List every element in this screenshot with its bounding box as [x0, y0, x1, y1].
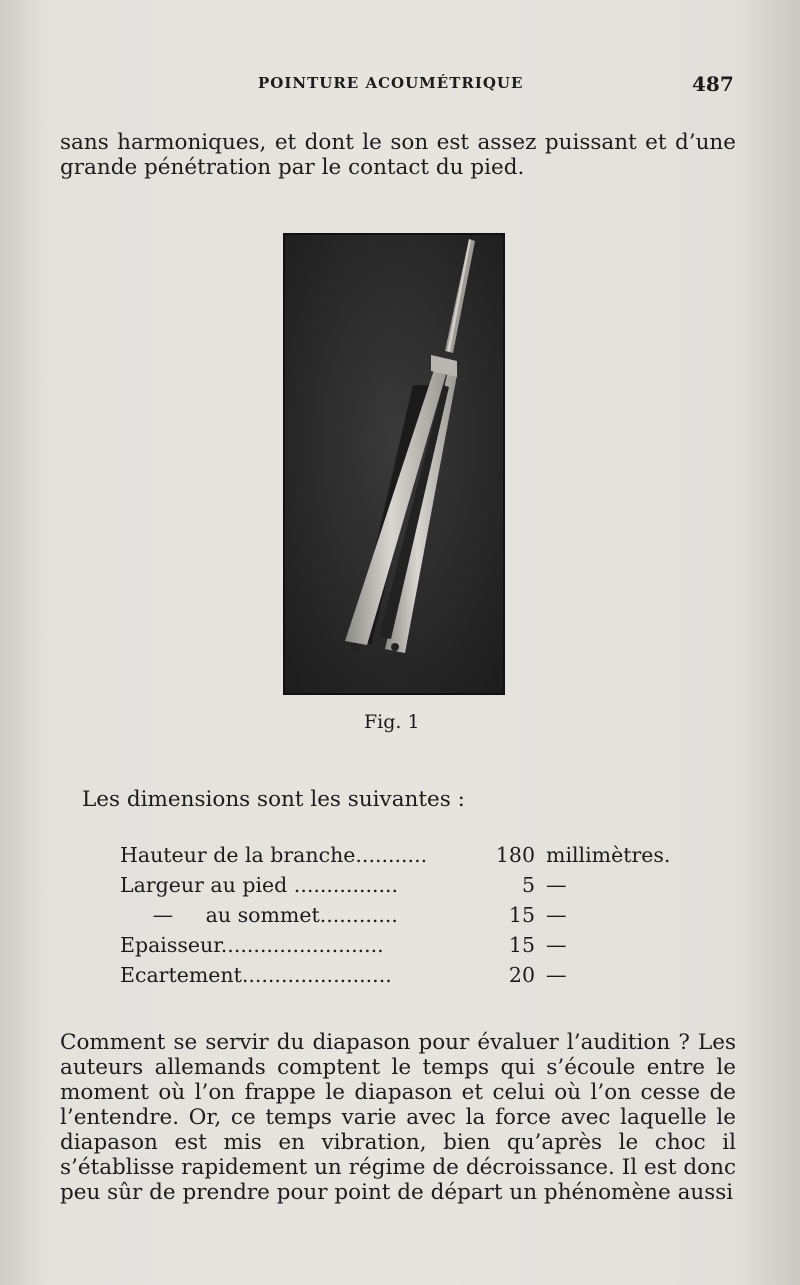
dimension-value: 20 [508, 963, 535, 987]
dimension-value: 5 [521, 873, 535, 897]
dimensions-table [120, 840, 680, 990]
paragraph-top: sans harmoniques, et dont le son est assez puissant et d’une grande pénétration par le contact du pied. [60, 130, 736, 180]
dimension-row [120, 870, 680, 900]
tuning-fork-figure [283, 233, 505, 695]
paragraph-bottom: Comment se servir du diapason pour évaluer l’audition ? Les auteurs allemands comptent le temps qui s’écoule entre le moment où l’on frappe le diapason et celui où l’on cesse de l’entendre. Or, ce temps varie avec la force avec laquelle le diapason est mis en vibration, bien qu’après le choc il s’établisse rapidement un régime de décroissance. Il est donc peu sûr de prendre pour point de départ un phénomène aussi [60, 1030, 736, 1205]
dimension-label: — au sommet............ [120, 903, 398, 927]
dimension-label: Largeur au pied ................ [120, 873, 399, 897]
page-number: 487 [692, 72, 734, 96]
dimension-label: Epaisseur......................... [120, 933, 384, 957]
dimension-unit: — [546, 903, 567, 927]
figure-caption: Fig. 1 [364, 711, 420, 733]
dimension-value: 15 [508, 903, 535, 927]
dimension-row [120, 960, 680, 990]
dimension-unit: — [546, 963, 567, 987]
dimension-value: 15 [508, 933, 535, 957]
dimension-unit: millimètres. [546, 843, 671, 867]
dimension-row [120, 930, 680, 960]
dimension-label: Ecartement....................... [120, 963, 392, 987]
tuning-fork-image [285, 235, 503, 693]
dimension-value: 180 [495, 843, 535, 867]
dimension-unit: — [546, 873, 567, 897]
dimension-row [120, 840, 680, 870]
dimension-label: Hauteur de la branche........... [120, 843, 428, 867]
dimension-unit: — [546, 933, 567, 957]
dimensions-intro: Les dimensions sont les suivantes : [82, 787, 465, 812]
running-title: POINTURE ACOUMÉTRIQUE [258, 74, 524, 92]
dimension-row [120, 900, 680, 930]
